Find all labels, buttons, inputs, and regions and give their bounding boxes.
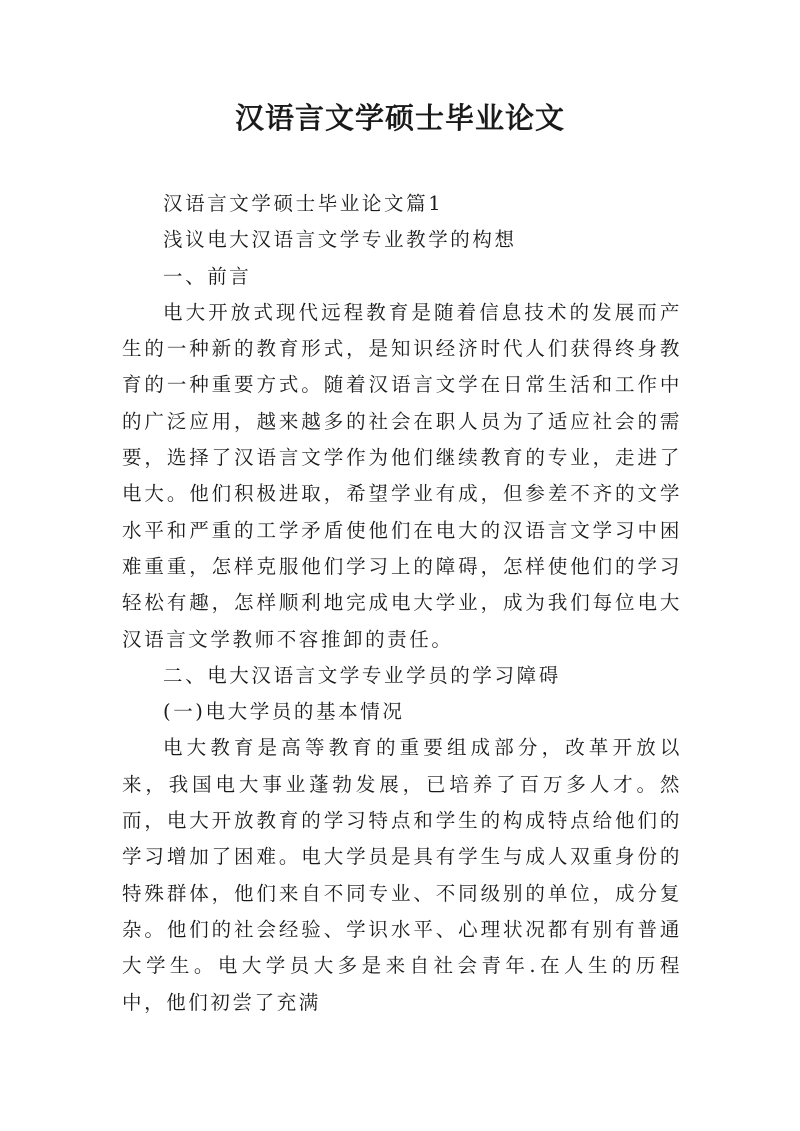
paragraph-preface: 电大开放式现代远程教育是随着信息技术的发展而产生的一种新的教育形式，是知识经济时代人们获得终身教育的一种重要方式。随着汉语言文学在日常生活和工作中的广泛应用，越来越多的社会在职人员为了适应社会的需要，选择了汉语言文学作为他们继续教育的专业，走进了电大。他们积极进取，希望学业有成，但参差不齐的文学水平和严重的工学矛盾使他们在电大的汉语言文学习中困难重重，怎样克服他们学习上的障碍，怎样使他们的学习轻松有趣，怎样顺利地完成电大学业，成为我们每位电大汉语言文学教师不容推卸的责任。 [122, 300, 682, 651]
paragraph-basic-situation: 电大教育是高等教育的重要组成部分，改革开放以来，我国电大事业蓬勃发展，已培养了百万多人才。然而，电大开放教育的学习特点和学生的构成特点给他们的学习增加了困难。电大学员是具有学生与成人双重身份的特殊群体，他们来自不同专业、不同级别的单位，成分复杂。他们的社会经验、学识水平、心理状况都有别有普通大学生。电大学员大多是来自社会青年.在人生的历程中，他们初尝了充满 [122, 736, 682, 1014]
section-heading-article: 汉语言文学硕士毕业论文篇1 [163, 192, 444, 215]
section-heading-preface: 一、前言 [163, 264, 252, 288]
document-body [122, 186, 682, 1021]
section-heading-subtitle: 浅议电大汉语言文学专业教学的构想 [163, 228, 517, 252]
document-title: 汉语言文学硕士毕业论文 [234, 101, 565, 135]
section-heading-basic-situation: (一)电大学员的基本情况 [163, 700, 405, 724]
section-heading-obstacles: 二、电大汉语言文学专业学员的学习障碍 [163, 663, 561, 687]
